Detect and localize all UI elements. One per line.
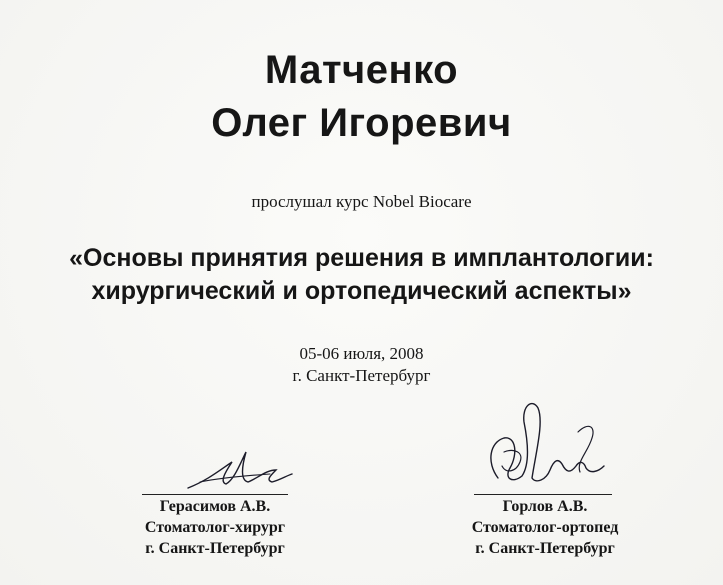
- signer-right-city: г. Санкт-Петербург: [475, 540, 615, 557]
- course-title-line-2: хирургический и ортопедический аспекты»: [91, 277, 632, 305]
- signer-right-name: Горлов А.В.: [502, 498, 588, 515]
- course-title-line-1: «Основы принятия решения в имплантологии:: [69, 244, 654, 272]
- attended-course-text: прослушал курс Nobel Biocare: [251, 192, 472, 211]
- signer-left-city: г. Санкт-Петербург: [145, 540, 285, 557]
- signer-right-block: [430, 496, 660, 559]
- recipient-surname: Матченко: [264, 48, 459, 92]
- signer-left-name: Герасимов А.В.: [159, 498, 271, 515]
- signature-line-right: [474, 494, 612, 495]
- event-dates: 05-06 июля, 2008: [299, 344, 424, 363]
- recipient-given-names: Олег Игоревич: [211, 101, 512, 145]
- signer-right-role: Стоматолог-ортопед: [471, 519, 619, 536]
- signature-left: [180, 440, 300, 500]
- signer-left-role: Стоматолог-хирург: [144, 519, 286, 536]
- event-location: г. Санкт-Петербург: [292, 366, 431, 385]
- signature-line-left: [142, 494, 288, 495]
- signature-right: [480, 392, 620, 502]
- signer-left-block: [100, 496, 330, 559]
